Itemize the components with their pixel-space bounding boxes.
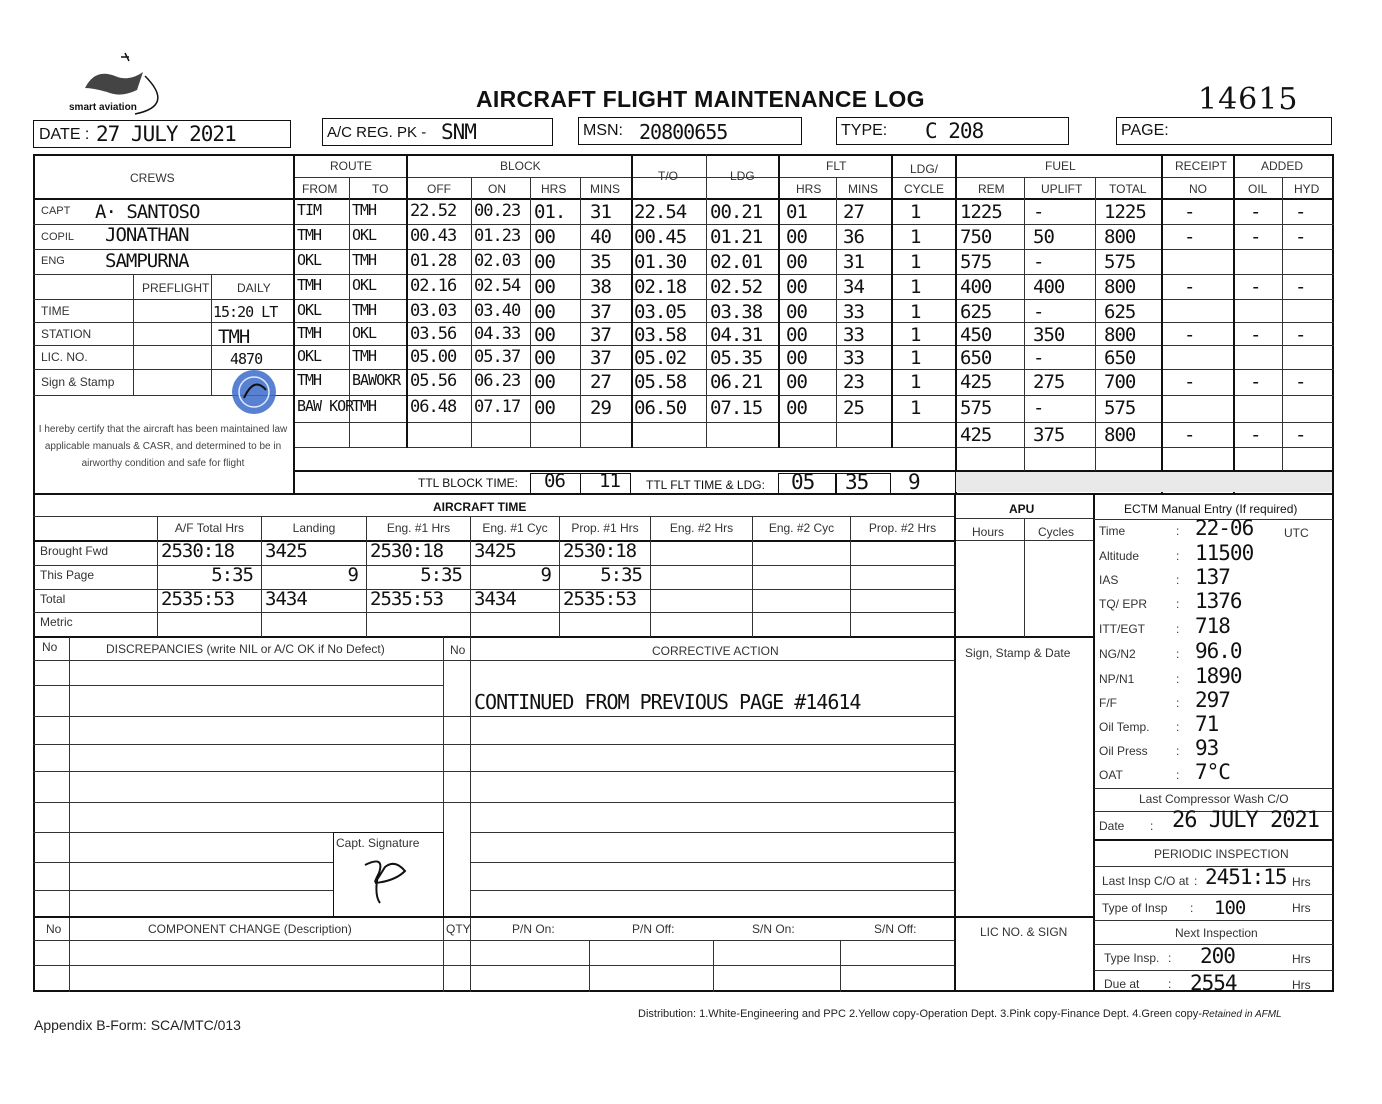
flight-cell-flt_hrs: 00 (786, 276, 807, 298)
flight-cell-to_time: 02.18 (634, 276, 687, 298)
flight-cell-off: 03.03 (410, 301, 457, 321)
flight-cell-receipt: - (1184, 371, 1195, 393)
flight-cell-rem: 400 (960, 276, 992, 298)
flight-cell-cycle: 1 (910, 397, 921, 419)
ectm-colon: : (1176, 524, 1180, 538)
aircraft-time-col-header: Prop. #2 Hrs (868, 521, 937, 535)
ectm-colon: : (1176, 696, 1180, 710)
ectm-label: IAS (1099, 573, 1119, 587)
ectm-value: 22-06 (1195, 516, 1254, 540)
ectm-value: 718 (1195, 614, 1230, 638)
ectm-text: Last Insp C/O at (1102, 874, 1189, 888)
flight-cell-mins: 35 (590, 251, 611, 273)
flight-cell-flt_mins: 25 (843, 397, 864, 419)
flight-cell-to_time: 01.30 (634, 251, 687, 273)
flight-cell-to: TMH (352, 301, 377, 319)
flight-cell-receipt: - (1184, 226, 1195, 248)
flight-cell-to_time: 03.58 (634, 324, 687, 346)
flight-cell-hrs: 00 (534, 226, 555, 248)
flight-cell-from: TIM (297, 201, 322, 219)
flight-cell-rem: 1225 (960, 201, 1002, 223)
aircraft-time-row-label: Metric (40, 615, 73, 629)
ectm-label: OAT (1099, 768, 1123, 782)
flight-cell-from: TMH (297, 324, 322, 342)
ectm-colon: : (1176, 573, 1180, 587)
flight-cell-mins: 37 (590, 324, 611, 346)
flight-cell-from: OKL (297, 301, 322, 319)
flight-cell-on: 01.23 (474, 226, 521, 246)
page-box[interactable]: PAGE: (1116, 117, 1332, 145)
flight-cell-rem: 625 (960, 301, 992, 323)
flight-cell-total: 800 (1104, 324, 1136, 346)
flight-cell-mins: 37 (590, 347, 611, 369)
flight-cell-from: TMH (297, 371, 322, 389)
flight-cell-total: 575 (1104, 397, 1136, 419)
flight-cell-total: 625 (1104, 301, 1136, 323)
flight-cell-cycle: 1 (910, 301, 921, 323)
msn-box[interactable]: MSN: 20800655 (578, 117, 802, 145)
ectm-colon: : (1168, 977, 1172, 991)
flight-cell-oil: - (1250, 276, 1261, 298)
aircraft-time-col-header: A/F Total Hrs (174, 521, 245, 535)
flight-cell-rem: 425 (960, 371, 992, 393)
flight-cell-flt_hrs: 00 (786, 301, 807, 323)
flight-cell-oil: - (1250, 424, 1261, 446)
ectm-value: 1376 (1195, 589, 1242, 613)
flight-cell-uplift: 400 (1033, 276, 1065, 298)
ectm-value: 93 (1195, 736, 1219, 760)
ectm-colon: : (1168, 951, 1172, 965)
date-box[interactable]: DATE : 27 JULY 2021 (33, 120, 291, 148)
flight-cell-flt_hrs: 00 (786, 397, 807, 419)
flight-cell-to: TMH (352, 251, 377, 269)
ectm-text: Due at (1104, 977, 1140, 991)
aircraft-time-cell: 2530:18 (563, 540, 637, 562)
flight-cell-uplift: - (1033, 397, 1044, 419)
aircraft-time-cell: 9 (347, 564, 358, 586)
ectm-label: Oil Temp. (1099, 720, 1150, 734)
ectm-value: 71 (1195, 712, 1219, 736)
ectm-value: 137 (1195, 565, 1230, 589)
type-box[interactable]: TYPE: C 208 (836, 117, 1069, 145)
flight-cell-oil: - (1250, 226, 1261, 248)
company-logo (65, 48, 175, 120)
aircraft-time-col-header: Eng. #2 Cyc (768, 521, 835, 535)
ectm-label: F/F (1099, 696, 1117, 710)
flight-cell-hyd: - (1295, 371, 1306, 393)
aircraft-time-row-label: This Page (40, 568, 95, 582)
flight-cell-ldg: 02.01 (710, 251, 763, 273)
flight-cell-off: 00.43 (410, 226, 457, 246)
flight-cell-off: 02.16 (410, 276, 457, 296)
copil-name: JONATHAN (105, 224, 189, 246)
flight-cell-cycle: 1 (910, 371, 921, 393)
flight-cell-hyd: - (1295, 276, 1306, 298)
flight-cell-mins: 40 (590, 226, 611, 248)
flight-cell-total: 800 (1104, 424, 1136, 446)
ectm-text: Hrs (1292, 901, 1311, 915)
form-title: AIRCRAFT FLIGHT MAINTENANCE LOG (476, 86, 925, 112)
flight-cell-cycle: 1 (910, 226, 921, 248)
wash-header: Last Compressor Wash C/O (1139, 792, 1289, 806)
flight-cell-ldg: 00.21 (710, 201, 763, 223)
flight-cell-hrs: 01. (534, 201, 566, 223)
flight-cell-flt_mins: 34 (843, 276, 864, 298)
flight-cell-rem: 575 (960, 397, 992, 419)
flight-cell-off: 05.56 (410, 371, 457, 391)
flight-cell-to_time: 00.45 (634, 226, 687, 248)
flight-cell-on: 05.37 (474, 347, 521, 367)
ectm-label: ITT/EGT (1099, 622, 1145, 636)
appendix-label: Appendix B-Form: SCA/MTC/013 (34, 1017, 241, 1033)
flight-cell-on: 06.23 (474, 371, 521, 391)
ectm-label: Oil Press (1099, 744, 1148, 758)
flight-cell-from: OKL (297, 347, 322, 365)
flight-cell-from: OKL (297, 251, 322, 269)
aircraft-time-cell: 3434 (474, 588, 516, 610)
flight-cell-hyd: - (1295, 324, 1306, 346)
aircraft-time-col-header: Eng. #1 Hrs (386, 521, 451, 535)
aircraft-time-col-header: Eng. #2 Hrs (669, 521, 734, 535)
flight-cell-ldg: 04.31 (710, 324, 763, 346)
flight-cell-total: 650 (1104, 347, 1136, 369)
flight-cell-ldg: 01.21 (710, 226, 763, 248)
certify-text: I hereby certify that the aircraft has been maintained law applicable manuals & CASR, and determined to be in airworthy condition and safe for flight (38, 424, 288, 469)
flight-cell-to: OKL (352, 276, 377, 294)
distribution-text: Distribution: 1.White-Engineering and PPC 2.Yellow copy-Operation Dept. 3.Pink copy-Finance Dept. 4.Green copy-Retained in AFML (638, 1008, 1282, 1020)
periodic-header: PERIODIC INSPECTION (1154, 847, 1289, 861)
flight-cell-cycle: 1 (910, 347, 921, 369)
ectm-colon: : (1190, 901, 1194, 915)
ectm-text: Hrs (1292, 875, 1311, 889)
flight-cell-mins: 37 (590, 301, 611, 323)
ectm-value: 11500 (1195, 541, 1254, 565)
flight-cell-flt_hrs: 01 (786, 201, 807, 223)
flight-cell-cycle: 1 (910, 276, 921, 298)
ectm-value: 297 (1195, 688, 1230, 712)
flight-cell-hyd: - (1295, 424, 1306, 446)
flight-cell-receipt: - (1184, 424, 1195, 446)
flight-cell-uplift: - (1033, 347, 1044, 369)
ectm-text: Type of Insp (1102, 901, 1168, 915)
flight-cell-total: 800 (1104, 276, 1136, 298)
flight-cell-to: BAWOKR (352, 371, 401, 389)
flight-cell-off: 05.00 (410, 347, 457, 367)
flight-cell-oil: - (1250, 201, 1261, 223)
flight-cell-ldg: 06.21 (710, 371, 763, 393)
ectm-colon: : (1176, 597, 1180, 611)
flight-cell-hrs: 00 (534, 324, 555, 346)
aircraft-time-cell: 5:35 (420, 564, 462, 586)
flight-cell-rem: 750 (960, 226, 992, 248)
flight-cell-on: 03.40 (474, 301, 521, 321)
flight-cell-receipt: - (1184, 201, 1195, 223)
ectm-value: 1890 (1195, 664, 1242, 688)
flight-cell-hrs: 00 (534, 371, 555, 393)
ectm-text: Date (1099, 819, 1125, 833)
flight-cell-mins: 31 (590, 201, 611, 223)
flight-cell-uplift: - (1033, 201, 1044, 223)
flight-cell-flt_hrs: 00 (786, 251, 807, 273)
aircraft-time-cell: 9 (540, 564, 551, 586)
ectm-label: NP/N1 (1099, 672, 1135, 686)
flight-cell-flt_mins: 33 (843, 324, 864, 346)
flight-cell-ldg: 03.38 (710, 301, 763, 323)
corrective-action-text: CONTINUED FROM PREVIOUS PAGE #14614 (474, 690, 861, 714)
flight-cell-flt_mins: 36 (843, 226, 864, 248)
flight-cell-ldg: 02.52 (710, 276, 763, 298)
aircraft-time-col-header: Eng. #1 Cyc (482, 521, 548, 535)
flight-cell-total: 700 (1104, 371, 1136, 393)
flight-cell-uplift: - (1033, 251, 1044, 273)
aircraft-time-cell: 2530:18 (161, 540, 235, 562)
flight-cell-on: 02.54 (474, 276, 521, 296)
flight-cell-to_time: 05.58 (634, 371, 687, 393)
wash-date: 26 JULY 2021 (1172, 808, 1319, 833)
ectm-colon: : (1176, 622, 1180, 636)
ectm-label: Time (1099, 524, 1126, 538)
aircraft-time-cell: 2530:18 (370, 540, 444, 562)
flight-cell-total: 575 (1104, 251, 1136, 273)
svg-text:smart aviation: smart aviation (69, 102, 137, 113)
flight-cell-uplift: 375 (1033, 424, 1065, 446)
flight-cell-hyd: - (1295, 201, 1306, 223)
flight-cell-mins: 38 (590, 276, 611, 298)
flight-cell-flt_hrs: 00 (786, 226, 807, 248)
aircraft-time-cell: 2535:53 (563, 588, 637, 610)
flight-cell-flt_mins: 23 (843, 371, 864, 393)
flight-cell-off: 01.28 (410, 251, 457, 271)
ectm-value: 7°C (1195, 760, 1230, 784)
aircraft-time-cell: 3425 (474, 540, 516, 562)
flight-cell-from: BAW KOR (297, 397, 354, 415)
flight-cell-uplift: 50 (1033, 226, 1054, 248)
flight-cell-oil: - (1250, 371, 1261, 393)
flight-cell-rem: 650 (960, 347, 992, 369)
ectm-time-unit: UTC (1284, 526, 1309, 540)
form-number: 14615 (1198, 82, 1299, 117)
ectm-text: Hrs (1292, 978, 1311, 992)
aircraft-time-cell: 5:35 (211, 564, 253, 586)
aircraft-time-row-label: Total (40, 592, 66, 606)
flight-cell-flt_mins: 33 (843, 347, 864, 369)
flight-cell-total: 800 (1104, 226, 1136, 248)
ectm-colon: : (1176, 744, 1180, 758)
flight-cell-to: TMH (352, 201, 377, 219)
flight-cell-mins: 29 (590, 397, 611, 419)
aircraft-time-cell: 3425 (265, 540, 307, 562)
flight-cell-hrs: 00 (534, 347, 555, 369)
ectm-colon: : (1194, 874, 1198, 888)
flight-cell-cycle: 1 (910, 251, 921, 273)
type-insp-value: 100 (1214, 897, 1246, 919)
flight-cell-cycle: 1 (910, 324, 921, 346)
ectm-colon: : (1176, 647, 1180, 661)
ectm-colon: : (1150, 819, 1154, 833)
aircraft-time-cell: 3434 (265, 588, 307, 610)
aircraft-time-col-header: Prop. #1 Hrs (571, 521, 639, 535)
flight-cell-on: 02.03 (474, 251, 521, 271)
flight-cell-to: OKL (352, 226, 377, 244)
ectm-label: Altitude (1099, 549, 1140, 563)
next-insp-header: Next Inspection (1175, 926, 1258, 940)
flight-cell-mins: 27 (590, 371, 611, 393)
flight-cell-uplift: 275 (1033, 371, 1065, 393)
flight-cell-hyd: - (1295, 226, 1306, 248)
aircraft-time-cell: 2535:53 (370, 588, 444, 610)
flight-cell-flt_mins: 27 (843, 201, 864, 223)
crews-header: CREWS (130, 171, 175, 185)
flight-cell-to: TMH (352, 347, 377, 365)
flight-cell-rem: 450 (960, 324, 992, 346)
ectm-colon: : (1176, 672, 1180, 686)
eng-name: SAMPURNA (105, 250, 189, 272)
flight-cell-ldg: 05.35 (710, 347, 763, 369)
reg-box[interactable]: A/C REG. PK - SNM (322, 118, 553, 146)
last-insp-value: 2451:15 (1205, 865, 1287, 889)
flight-cell-to_time: 05.02 (634, 347, 687, 369)
capt-name: A· SANTOSO (95, 201, 200, 223)
flight-cell-to: TMH (352, 397, 377, 415)
flight-cell-hrs: 00 (534, 301, 555, 323)
flight-cell-off: 03.56 (410, 324, 457, 344)
ectm-colon: : (1176, 720, 1180, 734)
flight-cell-receipt: - (1184, 324, 1195, 346)
flight-cell-uplift: - (1033, 301, 1044, 323)
flight-cell-on: 04.33 (474, 324, 521, 344)
aircraft-time-cell: 2535:53 (161, 588, 235, 610)
flight-cell-hrs: 00 (534, 276, 555, 298)
ectm-text: Hrs (1292, 952, 1311, 966)
ectm-label: NG/N2 (1099, 647, 1136, 661)
flight-cell-cycle: 1 (910, 201, 921, 223)
flight-cell-flt_hrs: 00 (786, 324, 807, 346)
aircraft-time-cell: 5:35 (600, 564, 642, 586)
ectm-value: 96.0 (1195, 639, 1242, 663)
ectm-colon: : (1176, 549, 1180, 563)
ectm-text: Type Insp. (1104, 951, 1160, 965)
flight-cell-to_time: 22.54 (634, 201, 687, 223)
flight-cell-off: 22.52 (410, 201, 457, 221)
ectm-colon: : (1176, 768, 1180, 782)
flight-cell-uplift: 350 (1033, 324, 1065, 346)
flight-cell-on: 07.17 (474, 397, 521, 417)
aircraft-time-row-label: Brought Fwd (40, 544, 109, 558)
flight-cell-from: TMH (297, 276, 322, 294)
flight-cell-hrs: 00 (534, 397, 555, 419)
flight-cell-on: 00.23 (474, 201, 521, 221)
aircraft-time-col-header: Landing (292, 521, 336, 535)
flight-cell-off: 06.48 (410, 397, 457, 417)
flight-cell-hrs: 00 (534, 251, 555, 273)
due-at-value: 2554 (1190, 971, 1237, 995)
flight-cell-rem: 575 (960, 251, 992, 273)
ectm-label: TQ/ EPR (1099, 597, 1148, 611)
flight-cell-receipt: - (1184, 276, 1195, 298)
capt-signature (360, 855, 420, 905)
flight-cell-to_time: 03.05 (634, 301, 687, 323)
engineer-stamp (230, 368, 278, 416)
flight-cell-to: OKL (352, 324, 377, 342)
flight-cell-flt_mins: 33 (843, 301, 864, 323)
flight-cell-flt_hrs: 00 (786, 371, 807, 393)
next-type-value: 200 (1200, 944, 1235, 968)
flight-cell-to_time: 06.50 (634, 397, 687, 419)
flight-cell-oil: - (1250, 324, 1261, 346)
flight-cell-rem: 425 (960, 424, 992, 446)
flight-cell-ldg: 07.15 (710, 397, 763, 419)
flight-cell-flt_mins: 31 (843, 251, 864, 273)
flight-cell-from: TMH (297, 226, 322, 244)
flight-cell-flt_hrs: 00 (786, 347, 807, 369)
flight-cell-total: 1225 (1104, 201, 1146, 223)
